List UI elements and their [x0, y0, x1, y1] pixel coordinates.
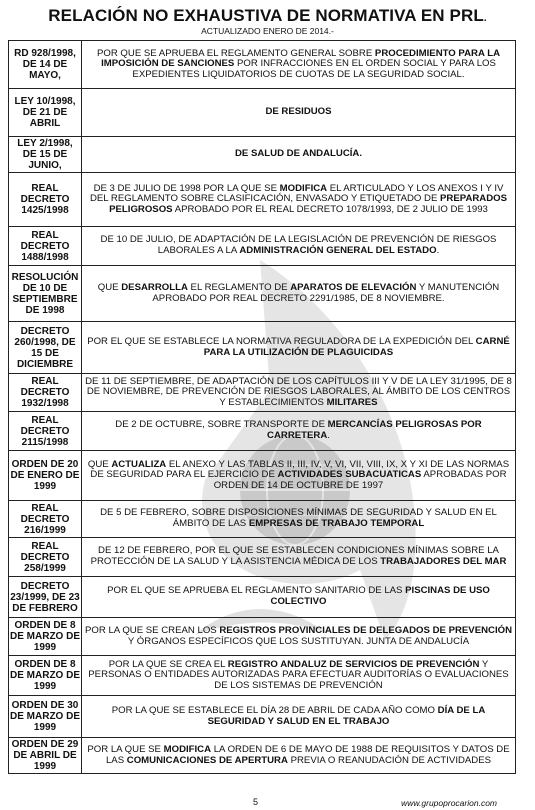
- description-bold-text: EMPRESAS DE TRABAJO TEMPORAL: [248, 518, 425, 529]
- description-bold-text: DÍA DE LA SEGURIDAD Y SALUD EN EL TRABAJO: [207, 704, 486, 727]
- description-bold-text: ACTIVIDADES SUBACUATICAS: [277, 469, 422, 481]
- description-text: Y ÓRGANOS ESPECÍFICOS QUE LOS SUSTITUYAN. JUNTA DE ANDALUCÍA: [127, 635, 470, 647]
- table-row: [9, 41, 516, 89]
- regulation-description: [82, 89, 516, 137]
- description-text: POR LA QUE SE ESTABLECE EL DÍA 28 DE ABRIL DE CADA AÑO COMO: [111, 704, 438, 716]
- regulation-description: [82, 451, 516, 501]
- description-text: DE 12 DE FEBRERO, POR EL QUE SE ESTABLECEN CONDICIONES MÍNIMAS SOBRE LA PROTECCIÓN DE LA SALUD Y LA ASISTENCIA MÉDICA DE LOS: [90, 545, 499, 567]
- regulation-reference: DECRETO 23/1999, DE 23 DE FEBRERO: [9, 577, 82, 618]
- regulation-reference: LEY 2/1998, DE 15 DE JUNIO,: [9, 137, 82, 173]
- description-text: DE 3 DE JULIO DE 1998 POR LA QUE SE: [93, 182, 280, 194]
- description-text: PREVIA O REANUDACIÓN DE ACTIVIDADES: [287, 754, 492, 766]
- description-text: POR EL QUE SE ESTABLECE LA NORMATIVA REGULADORA DE LA EXPEDICIÓN DEL: [87, 335, 476, 347]
- description-bold-text: ADMINISTRACIÓN GENERAL DEL ESTADO: [239, 245, 437, 256]
- table-row: [9, 618, 516, 656]
- regulation-reference: RESOLUCIÓN DE 10 DE SEPTIEMBRE DE 1998: [9, 266, 82, 322]
- description-bold-text: CARNÉ PARA LA UTILIZACIÓN DE PLAGUICIDAS: [203, 335, 510, 358]
- table-row: [9, 322, 516, 374]
- page-subtitle: ACTUALIZADO ENERO DE 2014.-: [201, 26, 334, 36]
- table-row: [9, 89, 516, 137]
- regulations-table-body: [9, 41, 516, 774]
- regulation-description: [82, 41, 516, 89]
- regulation-reference: REAL DECRETO 1932/1998: [9, 374, 82, 412]
- table-row: [9, 738, 516, 774]
- description-text: POR QUE SE APRUEBA EL REGLAMENTO GENERAL SOBRE: [96, 47, 375, 59]
- regulation-description: [82, 656, 516, 696]
- description-bold-text: REGISTROS PROVINCIALES DE DELEGADOS DE PREVENCIÓN: [219, 624, 513, 636]
- description-text: EL ARTICULADO Y LOS ANEXOS I Y IV DEL REGLAMENTO SOBRE CLASIFICACIÓN, ENVASADO Y ETIQUETADO DE: [89, 182, 504, 205]
- regulation-description: [82, 696, 516, 738]
- regulation-description: [82, 618, 516, 656]
- description-text: POR LA QUE SE CREA EL: [108, 658, 228, 670]
- regulation-description: [82, 501, 516, 538]
- description-bold-text: DE SALUD DE ANDALUCÍA.: [234, 148, 363, 160]
- footer-website: www.grupoprocarion.com: [401, 798, 497, 808]
- table-row: [9, 173, 516, 227]
- regulation-reference: ORDEN DE 8 DE MARZO DE 1999: [9, 618, 82, 656]
- table-row: [9, 577, 516, 618]
- table-row: [9, 374, 516, 412]
- description-bold-text: PROCEDIMIENTO PARA LA IMPOSICIÓN DE SANCIONES: [101, 47, 501, 70]
- description-bold-text: ACTUALIZA: [111, 458, 167, 470]
- regulation-description: [82, 173, 516, 227]
- regulation-reference: RD 928/1998, DE 14 DE MAYO,: [9, 41, 82, 89]
- description-bold-text: DE RESIDUOS: [265, 106, 332, 118]
- description-text: QUE: [87, 458, 112, 470]
- regulation-reference: REAL DECRETO 216/1999: [9, 501, 82, 538]
- description-text: Y MANUTENCIÓN APROBADO POR REAL DECRETO 2291/1985, DE 8 NOVIEMBRE.: [152, 281, 500, 304]
- description-bold-text: DESARROLLA: [121, 281, 188, 293]
- regulation-reference: ORDEN DE 8 DE MARZO DE 1999: [9, 656, 82, 696]
- table-row: [9, 137, 516, 173]
- description-text: DE 10 DE JULIO, DE ADAPTACIÓN DE LA LEGISLACIÓN DE PREVENCIÓN DE RIESGOS LABORALES A LA: [100, 234, 497, 256]
- description-text: .: [327, 430, 330, 441]
- table-row: [9, 451, 516, 501]
- regulation-reference: ORDEN DE 20 DE ENERO DE 1999: [9, 451, 82, 501]
- regulation-reference: DECRETO 260/1998, DE 15 DE DICIEMBRE: [9, 322, 82, 374]
- description-text: DE 5 DE FEBRERO, SOBRE DISPOSICIONES MÍNIMAS DE SEGURIDAD Y SALUD EN EL ÁMBITO DE LAS: [100, 507, 497, 529]
- regulation-reference: REAL DECRETO 258/1999: [9, 538, 82, 577]
- description-text: DE 11 DE SEPTIEMBRE, DE ADAPTACIÓN DE LOS CAPÍTULOS III Y V DE LA LEY 31/1995, DE 8 DE NOVIEMBRE, DE PREVENCIÓN DE RIESGOS LABORALES, AL ÁMBITO DE LOS CENTROS Y ESTABLECIMIENTOS: [85, 375, 512, 408]
- regulation-description: [82, 227, 516, 266]
- regulations-table: [8, 40, 516, 774]
- page-title-dot: .: [483, 13, 487, 24]
- table-row: [9, 656, 516, 696]
- description-bold-text: MODIFICA: [163, 743, 212, 755]
- regulation-reference: REAL DECRETO 1425/1998: [9, 173, 82, 227]
- regulation-reference: LEY 10/1998, DE 21 DE ABRIL: [9, 89, 82, 137]
- description-text: POR INFRACCIONES EN EL ORDEN SOCIAL Y PARA LOS EXPEDIENTES LIQUIDATORIOS DE CUOTAS DE LA SEGURIDAD SOCIAL.: [132, 58, 496, 80]
- regulation-reference: REAL DECRETO 2115/1998: [9, 412, 82, 451]
- description-text: POR LA QUE SE: [87, 743, 164, 755]
- description-text: .: [436, 245, 440, 256]
- table-row: [9, 412, 516, 451]
- description-text: EL REGLAMENTO DE: [187, 281, 291, 293]
- regulation-description: [82, 374, 516, 412]
- regulation-description: [82, 412, 516, 451]
- regulation-description: [82, 577, 516, 618]
- regulation-reference: REAL DECRETO 1488/1998: [9, 227, 82, 266]
- description-text: EL ANEXO Y LAS TABLAS II, III, IV, V, VI, VII, VIII, IX, X Y XI DE LAS NORMAS DE SEGURIDAD PARA EL EJERCICIO DE: [90, 458, 510, 481]
- description-text: LA ORDEN DE 6 DE MAYO DE 1988 DE REQUISITOS Y DATOS DE LAS: [105, 743, 510, 766]
- description-text: POR EL QUE SE APRUEBA EL REGLAMENTO SANITARIO DE LAS: [107, 585, 406, 597]
- description-text: QUE: [97, 281, 122, 293]
- table-row: [9, 266, 516, 322]
- description-text: POR LA QUE SE CREAN LOS: [85, 624, 220, 636]
- description-bold-text: COMUNICACIONES DE APERTURA: [126, 754, 288, 766]
- regulation-description: [82, 538, 516, 577]
- description-bold-text: REGISTRO ANDALUZ DE SERVICIOS DE PREVENCIÓN: [227, 658, 480, 670]
- description-bold-text: MERCANCÍAS PELIGROSAS POR CARRETERA: [267, 419, 482, 441]
- regulation-reference: ORDEN DE 29 DE ABRIL DE 1999: [9, 738, 82, 774]
- regulation-description: [82, 137, 516, 173]
- table-row: [9, 227, 516, 266]
- table-row: [9, 538, 516, 577]
- description-bold-text: PISCINAS DE USO COLECTIVO: [270, 585, 490, 607]
- description-bold-text: PREPARADOS PELIGROSOS: [109, 193, 508, 215]
- description-bold-text: TRABAJADORES DEL MAR: [380, 556, 507, 567]
- page-title: [0, 6, 535, 26]
- regulation-description: [82, 322, 516, 374]
- regulation-reference: ORDEN DE 30 DE MARZO DE 1999: [9, 696, 82, 738]
- table-row: [9, 501, 516, 538]
- page-number: 5: [253, 797, 259, 807]
- regulation-description: [82, 738, 516, 774]
- description-text: APROBADAS POR ORDEN DE 14 DE OCTUBRE DE 1997: [213, 469, 507, 491]
- description-bold-text: MODIFICA: [279, 182, 328, 194]
- description-text: Y PERSONAS O ENTIDADES AUTORIZADAS PARA EFECTUAR AUDITORÍAS O EVALUACIONES DE LOS SISTEMAS DE PREVENCIÓN: [88, 658, 509, 691]
- description-text: APROBADO POR EL REAL DECRETO 1078/1993, DE 2 JULIO DE 1993: [172, 203, 488, 215]
- description-text: DE 2 DE OCTUBRE, SOBRE TRANSPORTE DE: [115, 419, 328, 431]
- description-bold-text: MILITARES: [326, 396, 378, 408]
- description-bold-text: APARATOS DE ELEVACIÓN: [290, 281, 417, 293]
- regulation-description: [82, 266, 516, 322]
- page-title-text: RELACIÓN NO EXHAUSTIVA DE NORMATIVA EN PRL: [48, 6, 484, 25]
- table-row: [9, 696, 516, 738]
